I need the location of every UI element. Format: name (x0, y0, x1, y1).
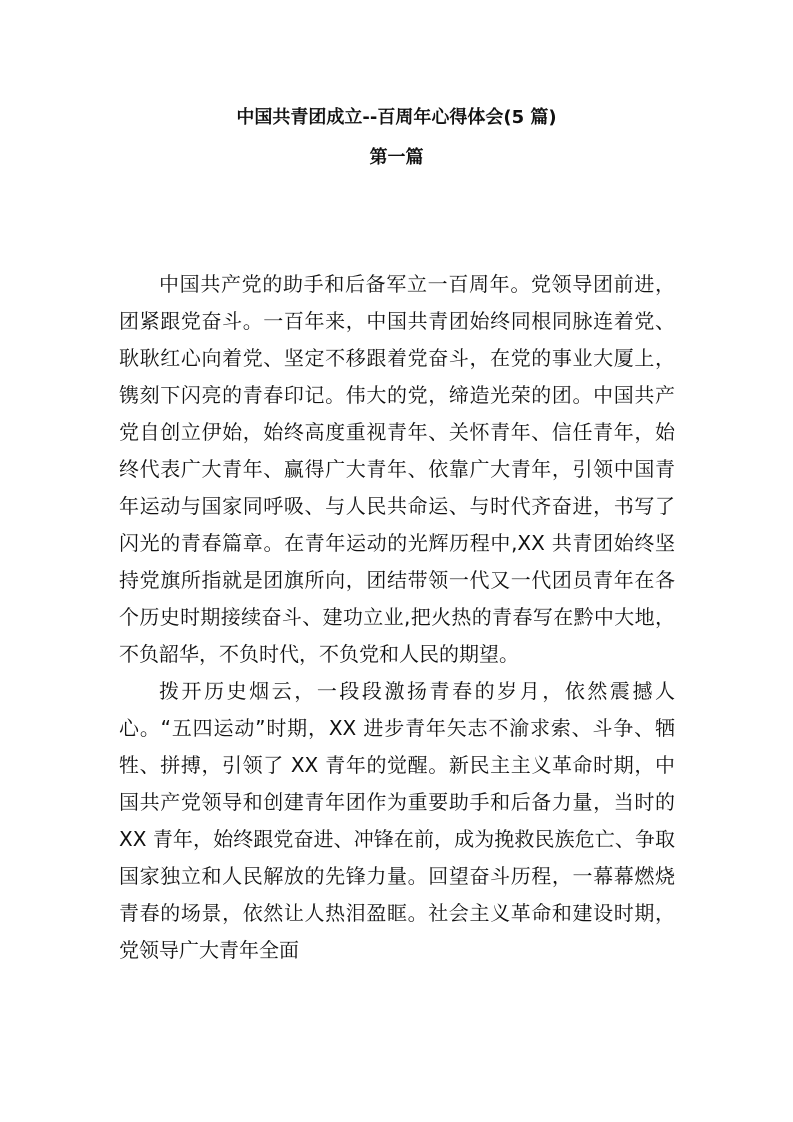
document-body (119, 266, 675, 969)
paragraph-1: 中国共产党的助手和后备军立一百周年。党领导团前进，团紧跟党奋斗。一百年来，中国共青团始终同根同脉连着党、耿耿红心向着党、坚定不移跟着党奋斗，在党的事业大厦上，镌刻下闪亮的青春印记。伟大的党，缔造光荣的团。中国共产党自创立伊始，始终高度重视青年、关怀青年、信任青年，始终代表广大青年、赢得广大青年、依靠广大青年，引领中国青年运动与国家同呼吸、与人民共命运、与时代齐奋进，书写了闪光的青春篇章。在青年运动的光辉历程中,XX 共青团始终坚持党旗所指就是团旗所向，团结带领一代又一代团员青年在各个历史时期接续奋斗、建功立业,把火热的青春写在黔中大地，不负韶华，不负时代，不负党和人民的期望。 (119, 272, 675, 666)
paragraph-2: 拨开历史烟云，一段段激扬青春的岁月，依然震撼人心。“五四运动”时期，XX 进步青年矢志不渝求索、斗争、牺牲、拼搏，引领了 XX 青年的觉醒。新民主主义革命时期，中国共产党领导和创建青年团作为重要助手和后备力量，当时的 XX 青年，始终跟党奋进、冲锋在前，成为挽救民族危亡、争取国家独立和人民解放的先锋力量。回望奋斗历程，一幕幕燃烧青春的场景，依然让人热泪盈眶。社会主义革命和建设时期，党领导广大青年全面 (119, 679, 675, 962)
section-heading: 第一篇 (369, 147, 424, 168)
document-title: 中国共青团成立--百周年心得体会(5 篇) (236, 107, 557, 128)
